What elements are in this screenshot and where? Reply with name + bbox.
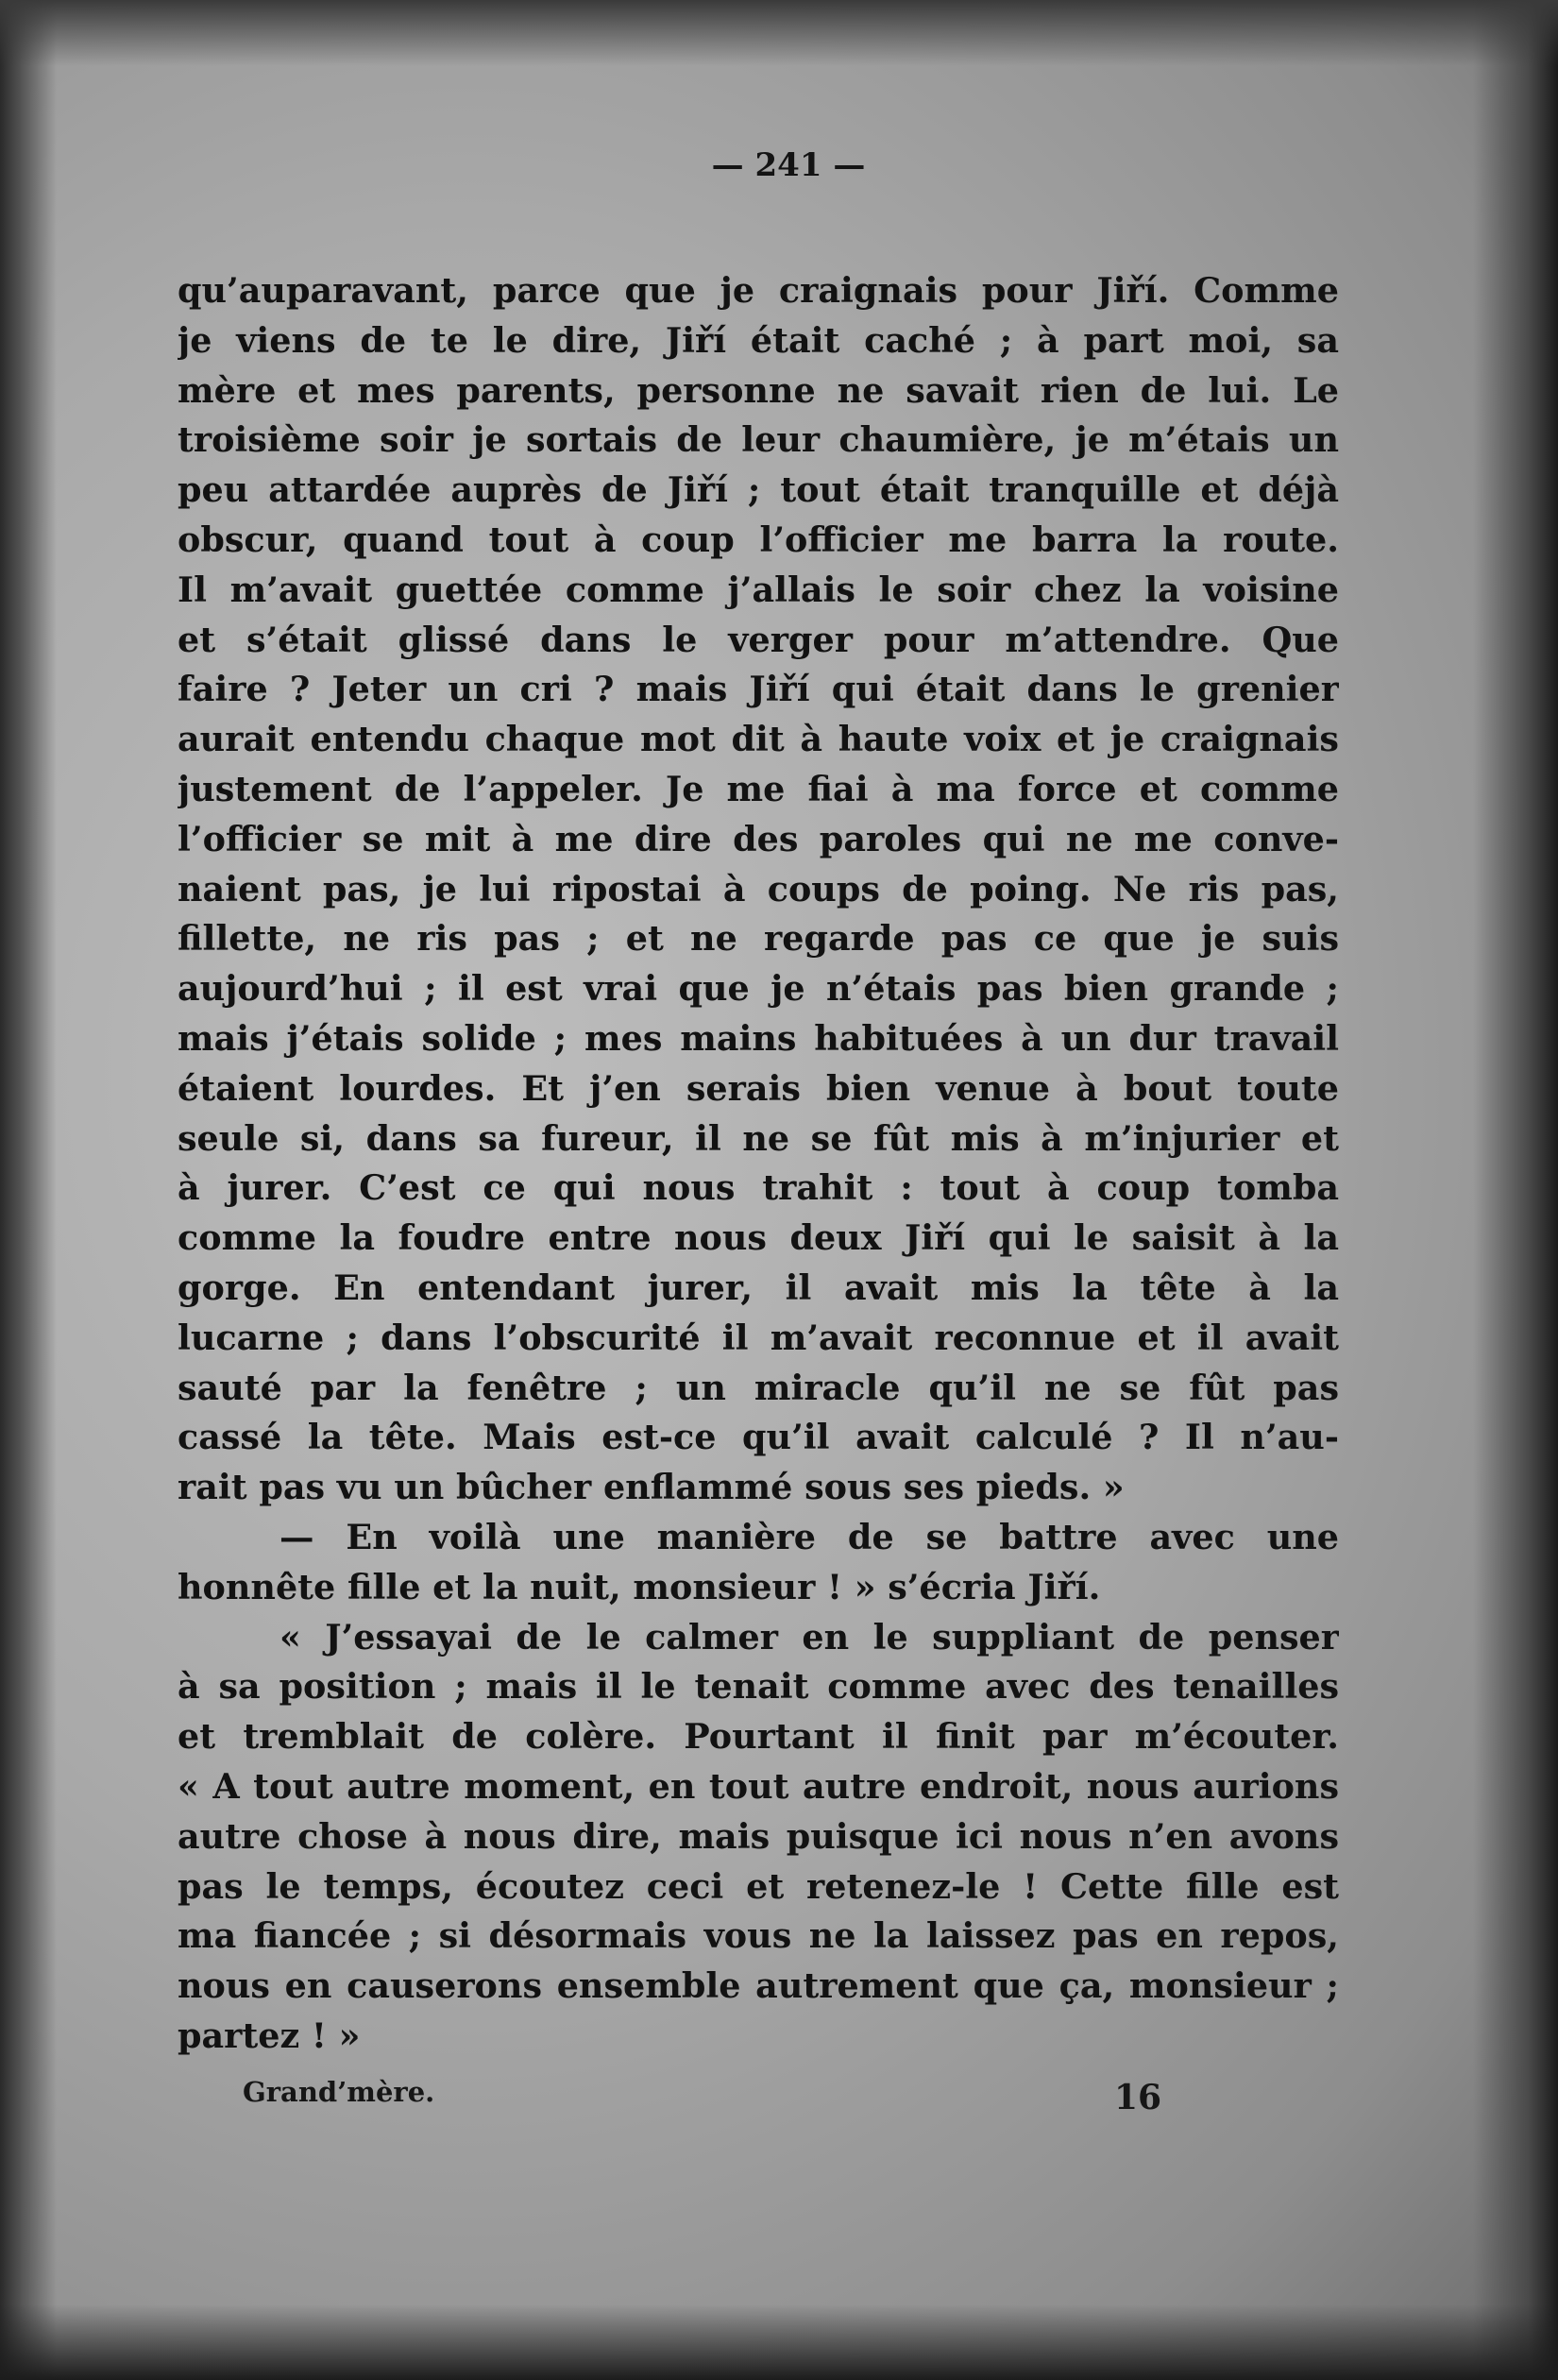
text-line: nous en causerons ensemble autrement que ça, monsieur ; bbox=[178, 1965, 1339, 2007]
text-line: honnête fille et la nuit, monsieur ! » s’écria Jiří. bbox=[178, 1566, 1101, 1607]
text-line: ma fiancée ; si désormais vous ne la laissez pas en repos, bbox=[178, 1915, 1339, 1957]
signature-title: Grand’mère. bbox=[243, 2076, 435, 2108]
text-line: Il m’avait guettée comme j’allais le soir chez la voisine bbox=[178, 569, 1339, 610]
text-line: faire ? Jeter un cri ? mais Jiří qui était dans le grenier bbox=[178, 669, 1339, 710]
text-line: étaient lourdes. Et j’en serais bien venue à bout toute bbox=[178, 1067, 1339, 1109]
text-line: gorge. En entendant jurer, il avait mis la tête à la bbox=[178, 1266, 1339, 1308]
text-line: l’officier se mit à me dire des paroles qui ne me conve- bbox=[178, 818, 1339, 859]
text-line: — En voilà une manière de se battre avec une bbox=[279, 1516, 1339, 1557]
text-line: seule si, dans sa fureur, il ne se fût mis à m’injurier et bbox=[178, 1117, 1339, 1159]
text-line: lucarne ; dans l’obscurité il m’avait reconnue et il avait bbox=[178, 1317, 1339, 1358]
text-line: et tremblait de colère. Pourtant il finit par m’écouter. bbox=[178, 1716, 1339, 1758]
text-line: justement de l’appeler. Je me fiai à ma force et comme bbox=[178, 768, 1339, 809]
page-shadow-left bbox=[0, 0, 57, 2380]
text-line: naient pas, je lui ripostai à coups de poing. Ne ris pas, bbox=[178, 868, 1339, 910]
text-line: autre chose à nous dire, mais puisque ici nous n’en avons bbox=[178, 1815, 1339, 1857]
body-text bbox=[178, 266, 1339, 2062]
text-line: aujourd’hui ; il est vrai que je n’étais pas bien grande ; bbox=[178, 968, 1339, 1010]
text-line: je viens de te le dire, Jiří était caché ; à part moi, sa bbox=[178, 319, 1339, 361]
text-line: rait pas vu un bûcher enflammé sous ses pieds. » bbox=[178, 1467, 1125, 1508]
text-line: qu’auparavant, parce que je craignais pour Jiří. Comme bbox=[178, 270, 1339, 311]
text-line: partez ! » bbox=[178, 2014, 361, 2056]
text-line: à jurer. C’est ce qui nous trahit : tout à coup tomba bbox=[178, 1167, 1339, 1209]
text-line: à sa position ; mais il le tenait comme avec des tenailles bbox=[178, 1666, 1339, 1708]
text-line: sauté par la fenêtre ; un miracle qu’il ne se fût pas bbox=[178, 1367, 1339, 1408]
page-shadow-bottom bbox=[0, 2304, 1558, 2380]
page-number-header: — 241 — bbox=[711, 146, 866, 184]
text-line: peu attardée auprès de Jiří ; tout était tranquille et déjà bbox=[178, 469, 1339, 511]
signature-number: 16 bbox=[1114, 2078, 1162, 2117]
text-line: troisième soir je sortais de leur chaumière, je m’étais un bbox=[178, 419, 1339, 461]
text-line: mère et mes parents, personne ne savait rien de lui. Le bbox=[178, 369, 1339, 411]
text-line: mais j’étais solide ; mes mains habituées à un dur travail bbox=[178, 1017, 1339, 1059]
page-shadow-top bbox=[0, 0, 1558, 66]
text-line: « A tout autre moment, en tout autre endroit, nous aurions bbox=[178, 1765, 1339, 1807]
text-line: fillette, ne ris pas ; et ne regarde pas ce que je suis bbox=[178, 918, 1339, 960]
text-line: aurait entendu chaque mot dit à haute voix et je craignais bbox=[178, 719, 1339, 760]
text-line: et s’était glissé dans le verger pour m’attendre. Que bbox=[178, 619, 1339, 660]
text-line: pas le temps, écoutez ceci et retenez-le ! Cette fille est bbox=[178, 1865, 1339, 1907]
text-line: comme la foudre entre nous deux Jiří qui le saisit à la bbox=[178, 1217, 1339, 1259]
page-shadow-right bbox=[1473, 0, 1558, 2380]
text-line: obscur, quand tout à coup l’officier me barra la route. bbox=[178, 518, 1339, 560]
text-line: « J’essayai de le calmer en le suppliant de penser bbox=[279, 1616, 1339, 1658]
text-line: cassé la tête. Mais est-ce qu’il avait calculé ? Il n’au- bbox=[178, 1417, 1339, 1458]
